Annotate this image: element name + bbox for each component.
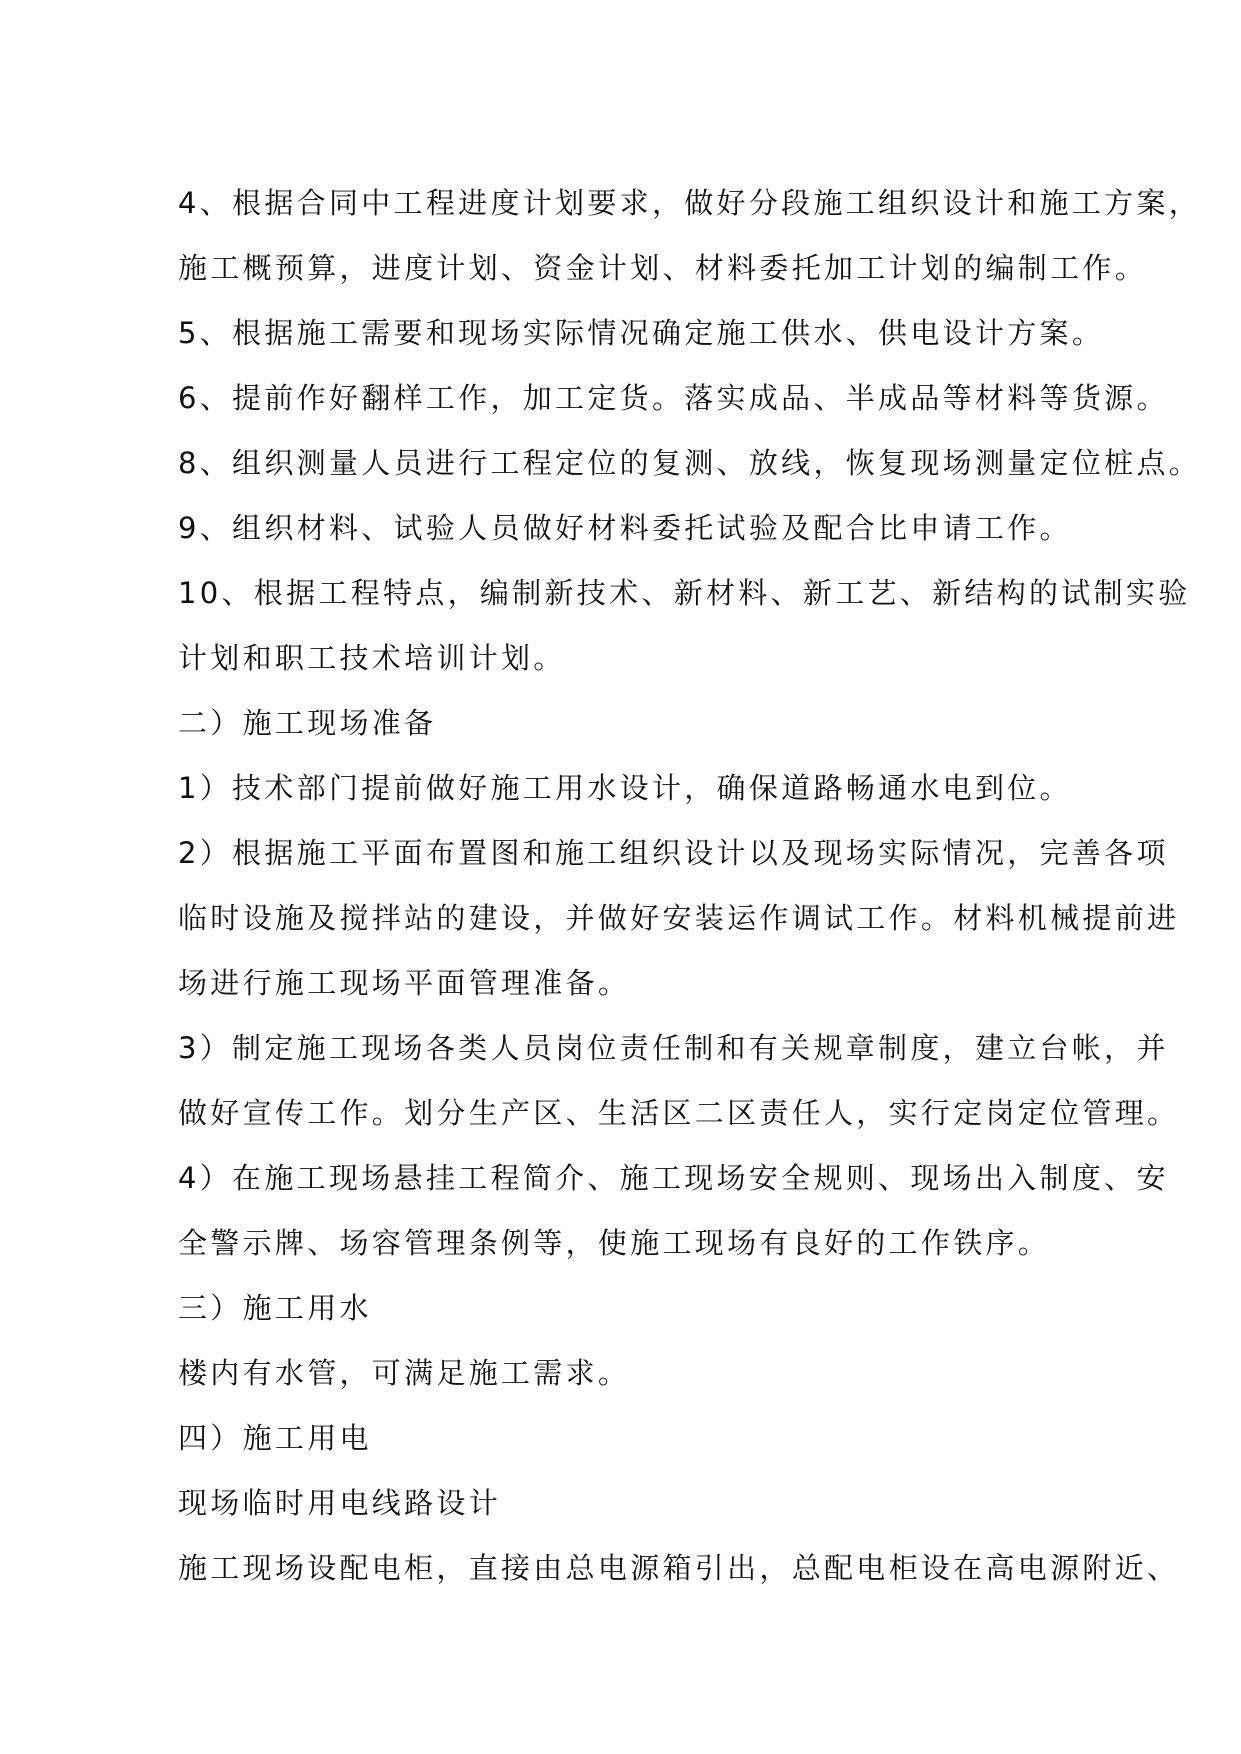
text-line: 施工概预算，进度计划、资金计划、材料委托加工计划的编制工作。 [178,251,1148,285]
text-line: 4、根据合同中工程进度计划要求，做好分段施工组织设计和施工方案， [178,186,1202,220]
document-body [178,171,1202,1601]
section-heading: 二）施工现场准备 [178,706,437,740]
text-line: 现场临时用电线路设计 [178,1486,502,1520]
text-line: 计划和职工技术培训计划。 [178,641,566,675]
text-line: 2）根据施工平面布置图和施工组织设计以及现场实际情况，完善各项 [178,836,1169,870]
text-line: 9、组织材料、试验人员做好材料委托试验及配合比申请工作。 [178,511,1072,545]
text-line: 施工现场设配电柜，直接由总电源箱引出，总配电柜设在高电源附近、 [178,1551,1180,1585]
text-line: 8、组织测量人员进行工程定位的复测、放线，恢复现场测量定位桩点。 [178,446,1202,480]
section-heading: 三）施工用水 [178,1291,372,1325]
text-line: 4）在施工现场悬挂工程简介、施工现场安全规则、现场出入制度、安 [178,1161,1169,1195]
text-line: 5、根据施工需要和现场实际情况确定施工供水、供电设计方案。 [178,316,1105,350]
text-line: 10、根据工程特点，编制新技术、新材料、新工艺、新结构的试制实验 [178,576,1191,610]
text-line: 全警示牌、场容管理条例等，使施工现场有良好的工作铁序。 [178,1226,1051,1260]
text-line: 3）制定施工现场各类人员岗位责任制和有关规章制度，建立台帐，并 [178,1031,1169,1065]
text-line: 楼内有水管，可满足施工需求。 [178,1356,631,1390]
text-line: 临时设施及搅拌站的建设，并做好安装运作调试工作。材料机械提前进 [178,901,1180,935]
text-line: 1）技术部门提前做好施工用水设计，确保道路畅通水电到位。 [178,771,1072,805]
section-heading: 四）施工用电 [178,1421,372,1455]
text-line: 场进行施工现场平面管理准备。 [178,966,631,1000]
text-line: 6、提前作好翻样工作，加工定货。落实成品、半成品等材料等货源。 [178,381,1169,415]
text-line: 做好宣传工作。划分生产区、生活区二区责任人，实行定岗定位管理。 [178,1096,1180,1130]
